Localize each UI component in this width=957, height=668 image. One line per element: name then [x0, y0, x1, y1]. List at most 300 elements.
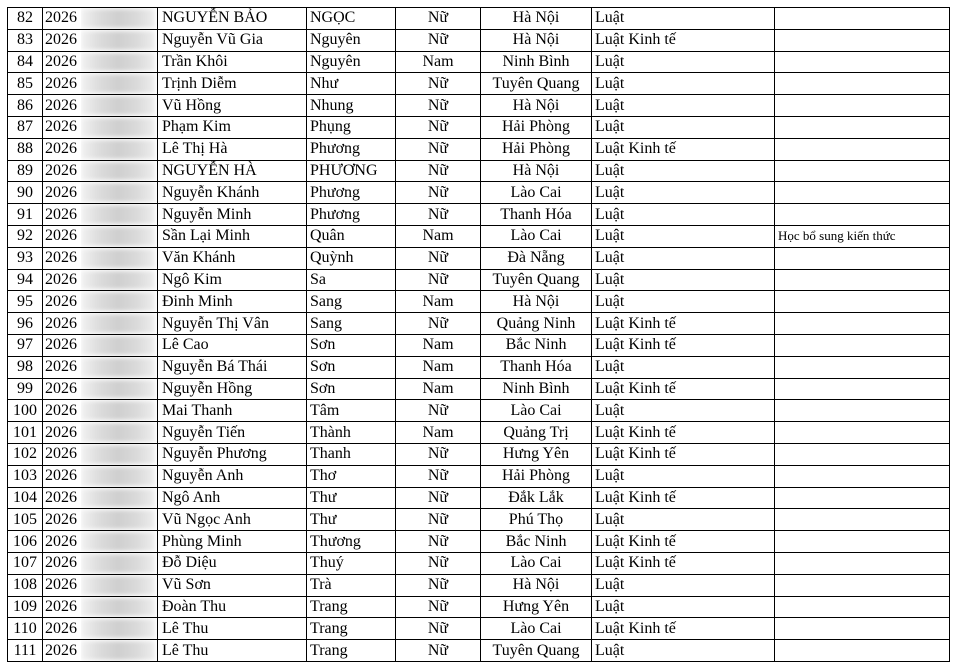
last-name-cell: Ngô Anh: [158, 487, 307, 509]
gender-cell: Nữ: [396, 465, 481, 487]
major-cell: Luật: [592, 160, 775, 182]
redacted-id-cell: [81, 334, 158, 356]
gender-cell: Nữ: [396, 95, 481, 117]
first-name-cell: Sơn: [307, 356, 396, 378]
redaction-blur: [81, 9, 155, 28]
redacted-id-cell: [81, 356, 158, 378]
redacted-id-cell: [81, 204, 158, 226]
year-cell: 2026: [43, 269, 82, 291]
redacted-id-cell: [81, 640, 158, 662]
year-cell: 2026: [43, 552, 82, 574]
table-row: [8, 400, 950, 422]
major-cell: Luật Kinh tế: [592, 334, 775, 356]
major-cell: Luật: [592, 116, 775, 138]
row-number-cell: 101: [8, 422, 43, 444]
redacted-id-cell: [81, 95, 158, 117]
last-name-cell: Văn Khánh: [158, 247, 307, 269]
gender-cell: Nữ: [396, 552, 481, 574]
redaction-blur: [81, 423, 155, 442]
table-row: [8, 422, 950, 444]
row-number-cell: 82: [8, 8, 43, 30]
redaction-blur: [81, 118, 155, 137]
last-name-cell: Nguyễn Anh: [158, 465, 307, 487]
note-cell: [775, 509, 950, 531]
row-number-cell: 99: [8, 378, 43, 400]
first-name-cell: Nguyên: [307, 29, 396, 51]
first-name-cell: NGỌC: [307, 8, 396, 30]
year-cell: 2026: [43, 640, 82, 662]
major-cell: Luật Kinh tế: [592, 313, 775, 335]
gender-cell: Nam: [396, 422, 481, 444]
table-row: [8, 29, 950, 51]
major-cell: Luật Kinh tế: [592, 443, 775, 465]
table-row: [8, 160, 950, 182]
table-row: [8, 204, 950, 226]
note-cell: [775, 618, 950, 640]
major-cell: Luật Kinh tế: [592, 487, 775, 509]
row-number-cell: 98: [8, 356, 43, 378]
table-row: [8, 509, 950, 531]
last-name-cell: Trần Khôi: [158, 51, 307, 73]
note-cell: [775, 422, 950, 444]
major-cell: Luật: [592, 400, 775, 422]
table-row: [8, 291, 950, 313]
redaction-blur: [81, 292, 155, 311]
gender-cell: Nữ: [396, 574, 481, 596]
first-name-cell: Thư: [307, 509, 396, 531]
gender-cell: Nam: [396, 225, 481, 247]
province-cell: Lào Cai: [481, 225, 592, 247]
first-name-cell: Trang: [307, 618, 396, 640]
note-cell: [775, 291, 950, 313]
redaction-blur: [81, 358, 155, 377]
gender-cell: Nam: [396, 356, 481, 378]
last-name-cell: NGUYỄN HÀ: [158, 160, 307, 182]
year-cell: 2026: [43, 182, 82, 204]
major-cell: Luật Kinh tế: [592, 531, 775, 553]
redaction-blur: [81, 619, 155, 638]
gender-cell: Nữ: [396, 269, 481, 291]
first-name-cell: Trang: [307, 596, 396, 618]
major-cell: Luật: [592, 73, 775, 95]
gender-cell: Nữ: [396, 400, 481, 422]
row-number-cell: 95: [8, 291, 43, 313]
last-name-cell: Ngô Kim: [158, 269, 307, 291]
gender-cell: Nữ: [396, 313, 481, 335]
row-number-cell: 88: [8, 138, 43, 160]
last-name-cell: Nguyễn Phương: [158, 443, 307, 465]
year-cell: 2026: [43, 313, 82, 335]
redaction-blur: [81, 271, 155, 290]
table-body: [8, 8, 950, 662]
table-row: [8, 116, 950, 138]
redaction-blur: [81, 532, 155, 551]
last-name-cell: Mai Thanh: [158, 400, 307, 422]
first-name-cell: Phương: [307, 204, 396, 226]
year-cell: 2026: [43, 596, 82, 618]
redaction-blur: [81, 576, 155, 595]
province-cell: Hà Nội: [481, 95, 592, 117]
table-row: [8, 465, 950, 487]
province-cell: Bắc Ninh: [481, 334, 592, 356]
table-row: [8, 574, 950, 596]
redaction-blur: [81, 510, 155, 529]
province-cell: Hà Nội: [481, 29, 592, 51]
row-number-cell: 110: [8, 618, 43, 640]
major-cell: Luật Kinh tế: [592, 378, 775, 400]
last-name-cell: Nguyễn Hồng: [158, 378, 307, 400]
note-cell: [775, 334, 950, 356]
note-cell: Học bổ sung kiến thức: [775, 225, 950, 247]
table-row: [8, 356, 950, 378]
table-row: [8, 552, 950, 574]
row-number-cell: 89: [8, 160, 43, 182]
major-cell: Luật: [592, 596, 775, 618]
year-cell: 2026: [43, 531, 82, 553]
gender-cell: Nữ: [396, 618, 481, 640]
note-cell: [775, 574, 950, 596]
major-cell: Luật Kinh tế: [592, 552, 775, 574]
row-number-cell: 103: [8, 465, 43, 487]
note-cell: [775, 531, 950, 553]
table-row: [8, 487, 950, 509]
table-row: [8, 73, 950, 95]
redaction-blur: [81, 380, 155, 399]
year-cell: 2026: [43, 73, 82, 95]
note-cell: [775, 465, 950, 487]
row-number-cell: 87: [8, 116, 43, 138]
redacted-id-cell: [81, 378, 158, 400]
province-cell: Hải Phòng: [481, 116, 592, 138]
gender-cell: Nam: [396, 378, 481, 400]
table-row: [8, 640, 950, 662]
redacted-id-cell: [81, 487, 158, 509]
last-name-cell: Nguyễn Minh: [158, 204, 307, 226]
row-number-cell: 93: [8, 247, 43, 269]
redaction-blur: [81, 183, 155, 202]
note-cell: [775, 95, 950, 117]
student-list-table: [7, 7, 950, 662]
last-name-cell: Nguyễn Thị Vân: [158, 313, 307, 335]
redaction-blur: [81, 489, 155, 508]
province-cell: Hà Nội: [481, 160, 592, 182]
year-cell: 2026: [43, 291, 82, 313]
first-name-cell: Sơn: [307, 334, 396, 356]
gender-cell: Nữ: [396, 443, 481, 465]
major-cell: Luật: [592, 182, 775, 204]
last-name-cell: Lê Thị Hà: [158, 138, 307, 160]
first-name-cell: Nguyên: [307, 51, 396, 73]
redacted-id-cell: [81, 422, 158, 444]
first-name-cell: Thuý: [307, 552, 396, 574]
province-cell: Ninh Bình: [481, 378, 592, 400]
year-cell: 2026: [43, 378, 82, 400]
first-name-cell: Thơ: [307, 465, 396, 487]
major-cell: Luật: [592, 247, 775, 269]
province-cell: Tuyên Quang: [481, 73, 592, 95]
gender-cell: Nữ: [396, 596, 481, 618]
gender-cell: Nữ: [396, 182, 481, 204]
redaction-blur: [81, 336, 155, 355]
redaction-blur: [81, 31, 155, 50]
first-name-cell: Sang: [307, 291, 396, 313]
year-cell: 2026: [43, 487, 82, 509]
note-cell: [775, 552, 950, 574]
province-cell: Hà Nội: [481, 8, 592, 30]
province-cell: Tuyên Quang: [481, 640, 592, 662]
last-name-cell: Đoàn Thu: [158, 596, 307, 618]
year-cell: 2026: [43, 204, 82, 226]
gender-cell: Nữ: [396, 531, 481, 553]
gender-cell: Nữ: [396, 116, 481, 138]
first-name-cell: Nhung: [307, 95, 396, 117]
province-cell: Phú Thọ: [481, 509, 592, 531]
gender-cell: Nữ: [396, 509, 481, 531]
last-name-cell: Nguyễn Bá Thái: [158, 356, 307, 378]
note-cell: [775, 73, 950, 95]
province-cell: Hải Phòng: [481, 465, 592, 487]
table-row: [8, 225, 950, 247]
row-number-cell: 83: [8, 29, 43, 51]
table-row: [8, 618, 950, 640]
province-cell: Lào Cai: [481, 400, 592, 422]
redacted-id-cell: [81, 182, 158, 204]
province-cell: Hưng Yên: [481, 596, 592, 618]
last-name-cell: NGUYỄN BẢO: [158, 8, 307, 30]
first-name-cell: Thanh: [307, 443, 396, 465]
year-cell: 2026: [43, 95, 82, 117]
row-number-cell: 90: [8, 182, 43, 204]
gender-cell: Nữ: [396, 204, 481, 226]
redacted-id-cell: [81, 531, 158, 553]
redacted-id-cell: [81, 596, 158, 618]
province-cell: Đắk Lắk: [481, 487, 592, 509]
major-cell: Luật: [592, 291, 775, 313]
row-number-cell: 84: [8, 51, 43, 73]
major-cell: Luật: [592, 465, 775, 487]
note-cell: [775, 247, 950, 269]
redaction-blur: [81, 641, 155, 660]
year-cell: 2026: [43, 225, 82, 247]
redacted-id-cell: [81, 552, 158, 574]
gender-cell: Nữ: [396, 8, 481, 30]
major-cell: Luật: [592, 8, 775, 30]
first-name-cell: Sang: [307, 313, 396, 335]
year-cell: 2026: [43, 29, 82, 51]
gender-cell: Nam: [396, 334, 481, 356]
note-cell: [775, 29, 950, 51]
last-name-cell: Sần Lại Minh: [158, 225, 307, 247]
redacted-id-cell: [81, 400, 158, 422]
redacted-id-cell: [81, 291, 158, 313]
table-row: [8, 138, 950, 160]
redaction-blur: [81, 598, 155, 617]
first-name-cell: Quỳnh: [307, 247, 396, 269]
redacted-id-cell: [81, 574, 158, 596]
row-number-cell: 109: [8, 596, 43, 618]
redaction-blur: [81, 74, 155, 93]
note-cell: [775, 269, 950, 291]
table-row: [8, 443, 950, 465]
last-name-cell: Nguyễn Khánh: [158, 182, 307, 204]
province-cell: Hưng Yên: [481, 443, 592, 465]
note-cell: [775, 182, 950, 204]
province-cell: Thanh Hóa: [481, 204, 592, 226]
table-row: [8, 378, 950, 400]
major-cell: Luật: [592, 51, 775, 73]
first-name-cell: Quân: [307, 225, 396, 247]
note-cell: [775, 400, 950, 422]
row-number-cell: 92: [8, 225, 43, 247]
redaction-blur: [81, 401, 155, 420]
row-number-cell: 106: [8, 531, 43, 553]
redacted-id-cell: [81, 51, 158, 73]
note-cell: [775, 8, 950, 30]
redaction-blur: [81, 162, 155, 181]
first-name-cell: Như: [307, 73, 396, 95]
table-row: [8, 51, 950, 73]
redaction-blur: [81, 467, 155, 486]
redacted-id-cell: [81, 8, 158, 30]
row-number-cell: 104: [8, 487, 43, 509]
table-row: [8, 531, 950, 553]
redaction-blur: [81, 227, 155, 246]
province-cell: Bắc Ninh: [481, 531, 592, 553]
last-name-cell: Lê Cao: [158, 334, 307, 356]
province-cell: Tuyên Quang: [481, 269, 592, 291]
row-number-cell: 85: [8, 73, 43, 95]
province-cell: Ninh Bình: [481, 51, 592, 73]
redacted-id-cell: [81, 29, 158, 51]
note-cell: [775, 487, 950, 509]
row-number-cell: 108: [8, 574, 43, 596]
note-cell: [775, 116, 950, 138]
major-cell: Luật: [592, 509, 775, 531]
last-name-cell: Nguyễn Tiến: [158, 422, 307, 444]
table-row: [8, 334, 950, 356]
last-name-cell: Phạm Kim: [158, 116, 307, 138]
first-name-cell: Thành: [307, 422, 396, 444]
gender-cell: Nữ: [396, 247, 481, 269]
note-cell: [775, 443, 950, 465]
gender-cell: Nữ: [396, 160, 481, 182]
province-cell: Quảng Ninh: [481, 313, 592, 335]
row-number-cell: 96: [8, 313, 43, 335]
first-name-cell: Tâm: [307, 400, 396, 422]
first-name-cell: Sơn: [307, 378, 396, 400]
year-cell: 2026: [43, 334, 82, 356]
table-row: [8, 8, 950, 30]
major-cell: Luật: [592, 574, 775, 596]
last-name-cell: Phùng Minh: [158, 531, 307, 553]
major-cell: Luật: [592, 95, 775, 117]
year-cell: 2026: [43, 400, 82, 422]
note-cell: [775, 51, 950, 73]
province-cell: Hải Phòng: [481, 138, 592, 160]
major-cell: Luật: [592, 225, 775, 247]
gender-cell: Nữ: [396, 138, 481, 160]
first-name-cell: Trà: [307, 574, 396, 596]
province-cell: Hà Nội: [481, 574, 592, 596]
redaction-blur: [81, 249, 155, 268]
last-name-cell: Vũ Hồng: [158, 95, 307, 117]
first-name-cell: Phụng: [307, 116, 396, 138]
last-name-cell: Lê Thu: [158, 618, 307, 640]
year-cell: 2026: [43, 160, 82, 182]
first-name-cell: Thư: [307, 487, 396, 509]
table-row: [8, 269, 950, 291]
last-name-cell: Nguyễn Vũ Gia: [158, 29, 307, 51]
note-cell: [775, 160, 950, 182]
last-name-cell: Trịnh Diễm: [158, 73, 307, 95]
year-cell: 2026: [43, 51, 82, 73]
major-cell: Luật Kinh tế: [592, 138, 775, 160]
year-cell: 2026: [43, 247, 82, 269]
table-row: [8, 247, 950, 269]
year-cell: 2026: [43, 618, 82, 640]
first-name-cell: PHƯƠNG: [307, 160, 396, 182]
major-cell: Luật Kinh tế: [592, 422, 775, 444]
gender-cell: Nam: [396, 51, 481, 73]
year-cell: 2026: [43, 465, 82, 487]
table-row: [8, 596, 950, 618]
note-cell: [775, 640, 950, 662]
note-cell: [775, 313, 950, 335]
row-number-cell: 105: [8, 509, 43, 531]
first-name-cell: Phương: [307, 138, 396, 160]
major-cell: Luật: [592, 269, 775, 291]
row-number-cell: 86: [8, 95, 43, 117]
last-name-cell: Đinh Minh: [158, 291, 307, 313]
row-number-cell: 107: [8, 552, 43, 574]
first-name-cell: Thương: [307, 531, 396, 553]
last-name-cell: Lê Thu: [158, 640, 307, 662]
row-number-cell: 91: [8, 204, 43, 226]
note-cell: [775, 204, 950, 226]
gender-cell: Nữ: [396, 487, 481, 509]
gender-cell: Nữ: [396, 640, 481, 662]
province-cell: Hà Nội: [481, 291, 592, 313]
redaction-blur: [81, 96, 155, 115]
year-cell: 2026: [43, 116, 82, 138]
row-number-cell: 100: [8, 400, 43, 422]
gender-cell: Nữ: [396, 73, 481, 95]
redacted-id-cell: [81, 247, 158, 269]
redacted-id-cell: [81, 465, 158, 487]
first-name-cell: Phương: [307, 182, 396, 204]
province-cell: Lào Cai: [481, 552, 592, 574]
redacted-id-cell: [81, 618, 158, 640]
year-cell: 2026: [43, 509, 82, 531]
redaction-blur: [81, 53, 155, 72]
year-cell: 2026: [43, 574, 82, 596]
year-cell: 2026: [43, 8, 82, 30]
year-cell: 2026: [43, 422, 82, 444]
last-name-cell: Đỗ Diệu: [158, 552, 307, 574]
province-cell: Đà Nẵng: [481, 247, 592, 269]
table-row: [8, 313, 950, 335]
note-cell: [775, 378, 950, 400]
gender-cell: Nam: [396, 291, 481, 313]
major-cell: Luật: [592, 640, 775, 662]
first-name-cell: Sa: [307, 269, 396, 291]
first-name-cell: Trang: [307, 640, 396, 662]
table-row: [8, 95, 950, 117]
year-cell: 2026: [43, 443, 82, 465]
redacted-id-cell: [81, 116, 158, 138]
redaction-blur: [81, 140, 155, 159]
province-cell: Quảng Trị: [481, 422, 592, 444]
